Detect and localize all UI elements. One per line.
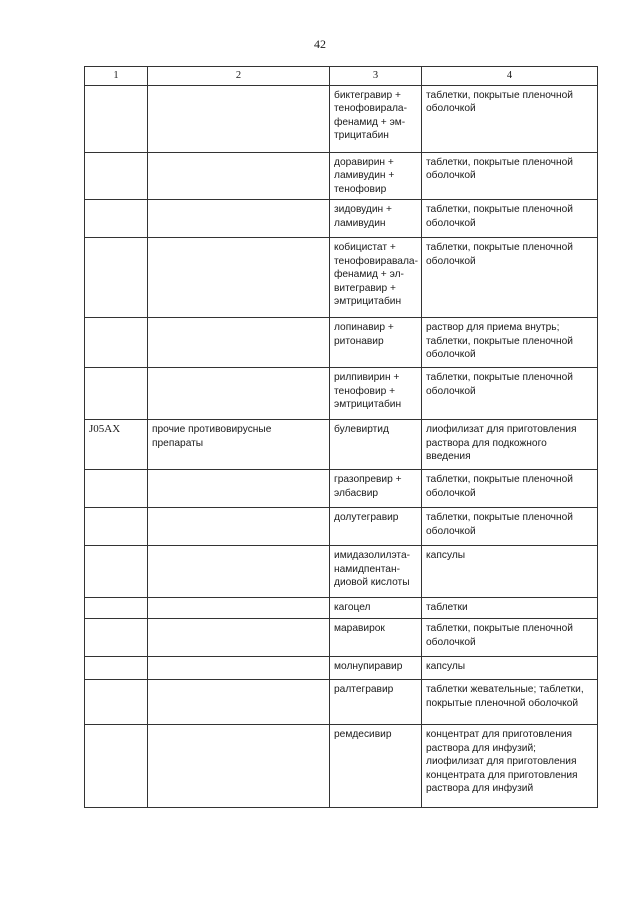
cell-form: таблетки, покрытые пленочной оболочкой	[422, 368, 598, 420]
cell-group	[148, 680, 330, 725]
cell-form: таблетки, покрытые пленочной оболочкой	[422, 238, 598, 318]
cell-drug: молнупиравир	[330, 657, 422, 680]
table-row	[85, 546, 598, 598]
cell-code	[85, 725, 148, 808]
cell-form: таблетки	[422, 598, 598, 619]
table-row	[85, 200, 598, 238]
cell-code	[85, 368, 148, 420]
cell-code	[85, 657, 148, 680]
cell-code	[85, 152, 148, 200]
header-cell-3: 3	[330, 67, 422, 86]
cell-code	[85, 318, 148, 368]
cell-drug: биктегравир + тенофовирала-фенамид + эм-трицитабин	[330, 85, 422, 152]
cell-group	[148, 470, 330, 508]
cell-code	[85, 619, 148, 657]
cell-form: таблетки жевательные; таблетки, покрытые пленочной оболочкой	[422, 680, 598, 725]
page-number: 42	[314, 37, 326, 51]
cell-drug: кагоцел	[330, 598, 422, 619]
cell-group	[148, 200, 330, 238]
header-cell-4: 4	[422, 67, 598, 86]
cell-form: таблетки, покрытые пленочной оболочкой	[422, 85, 598, 152]
cell-group	[148, 657, 330, 680]
cell-form: капсулы	[422, 657, 598, 680]
cell-code	[85, 680, 148, 725]
table-row	[85, 368, 598, 420]
cell-drug: рилпивирин + тенофовир + эмтрицитабин	[330, 368, 422, 420]
cell-group	[148, 368, 330, 420]
cell-group	[148, 546, 330, 598]
cell-form: капсулы	[422, 546, 598, 598]
cell-drug: зидовудин + ламивудин	[330, 200, 422, 238]
cell-drug: ралтегравир	[330, 680, 422, 725]
cell-drug: имидазолилэта-намидпентан-диовой кислоты	[330, 546, 422, 598]
cell-code	[85, 598, 148, 619]
cell-form: таблетки, покрытые пленочной оболочкой	[422, 508, 598, 546]
cell-drug: булевиртид	[330, 420, 422, 470]
cell-code	[85, 238, 148, 318]
cell-drug: ремдесивир	[330, 725, 422, 808]
table-row	[85, 680, 598, 725]
cell-drug: долутегравир	[330, 508, 422, 546]
table-body	[85, 85, 598, 808]
cell-drug: маравирок	[330, 619, 422, 657]
cell-drug: лопинавир + ритонавир	[330, 318, 422, 368]
cell-form: раствор для приема внутрь; таблетки, покрытые пленочной оболочкой	[422, 318, 598, 368]
cell-drug: кобицистат + тенофовиравала-фенамид + эл-витегравир + эмтрицитабин	[330, 238, 422, 318]
table-row	[85, 725, 598, 808]
header-row	[85, 67, 598, 86]
table-row	[85, 657, 598, 680]
drug-table	[84, 66, 598, 808]
cell-form: таблетки, покрытые пленочной оболочкой	[422, 470, 598, 508]
cell-code: J05AX	[85, 420, 148, 470]
cell-group	[148, 85, 330, 152]
cell-group	[148, 598, 330, 619]
cell-group	[148, 725, 330, 808]
table-row	[85, 470, 598, 508]
cell-group	[148, 619, 330, 657]
cell-form: таблетки, покрытые пленочной оболочкой	[422, 200, 598, 238]
cell-group	[148, 508, 330, 546]
cell-code	[85, 508, 148, 546]
cell-drug: гразопревир + элбасвир	[330, 470, 422, 508]
table-row	[85, 318, 598, 368]
cell-code	[85, 470, 148, 508]
cell-group	[148, 318, 330, 368]
cell-form: таблетки, покрытые пленочной оболочкой	[422, 152, 598, 200]
cell-form: лиофилизат для приготовления раствора для подкожного введения	[422, 420, 598, 470]
table-row	[85, 152, 598, 200]
table-row	[85, 420, 598, 470]
cell-group: прочие противовирусные препараты	[148, 420, 330, 470]
table-row	[85, 508, 598, 546]
cell-group	[148, 238, 330, 318]
table-row	[85, 238, 598, 318]
cell-code	[85, 546, 148, 598]
table-row	[85, 85, 598, 152]
table-row	[85, 598, 598, 619]
header-cell-2: 2	[148, 67, 330, 86]
cell-form: таблетки, покрытые пленочной оболочкой	[422, 619, 598, 657]
cell-drug: доравирин + ламивудин + тенофовир	[330, 152, 422, 200]
cell-code	[85, 85, 148, 152]
cell-form: концентрат для приготовления раствора для инфузий; лиофилизат для приготовления концентрата для приготовления раствора для инфузий	[422, 725, 598, 808]
cell-group	[148, 152, 330, 200]
cell-code	[85, 200, 148, 238]
table-row	[85, 619, 598, 657]
header-cell-1: 1	[85, 67, 148, 86]
